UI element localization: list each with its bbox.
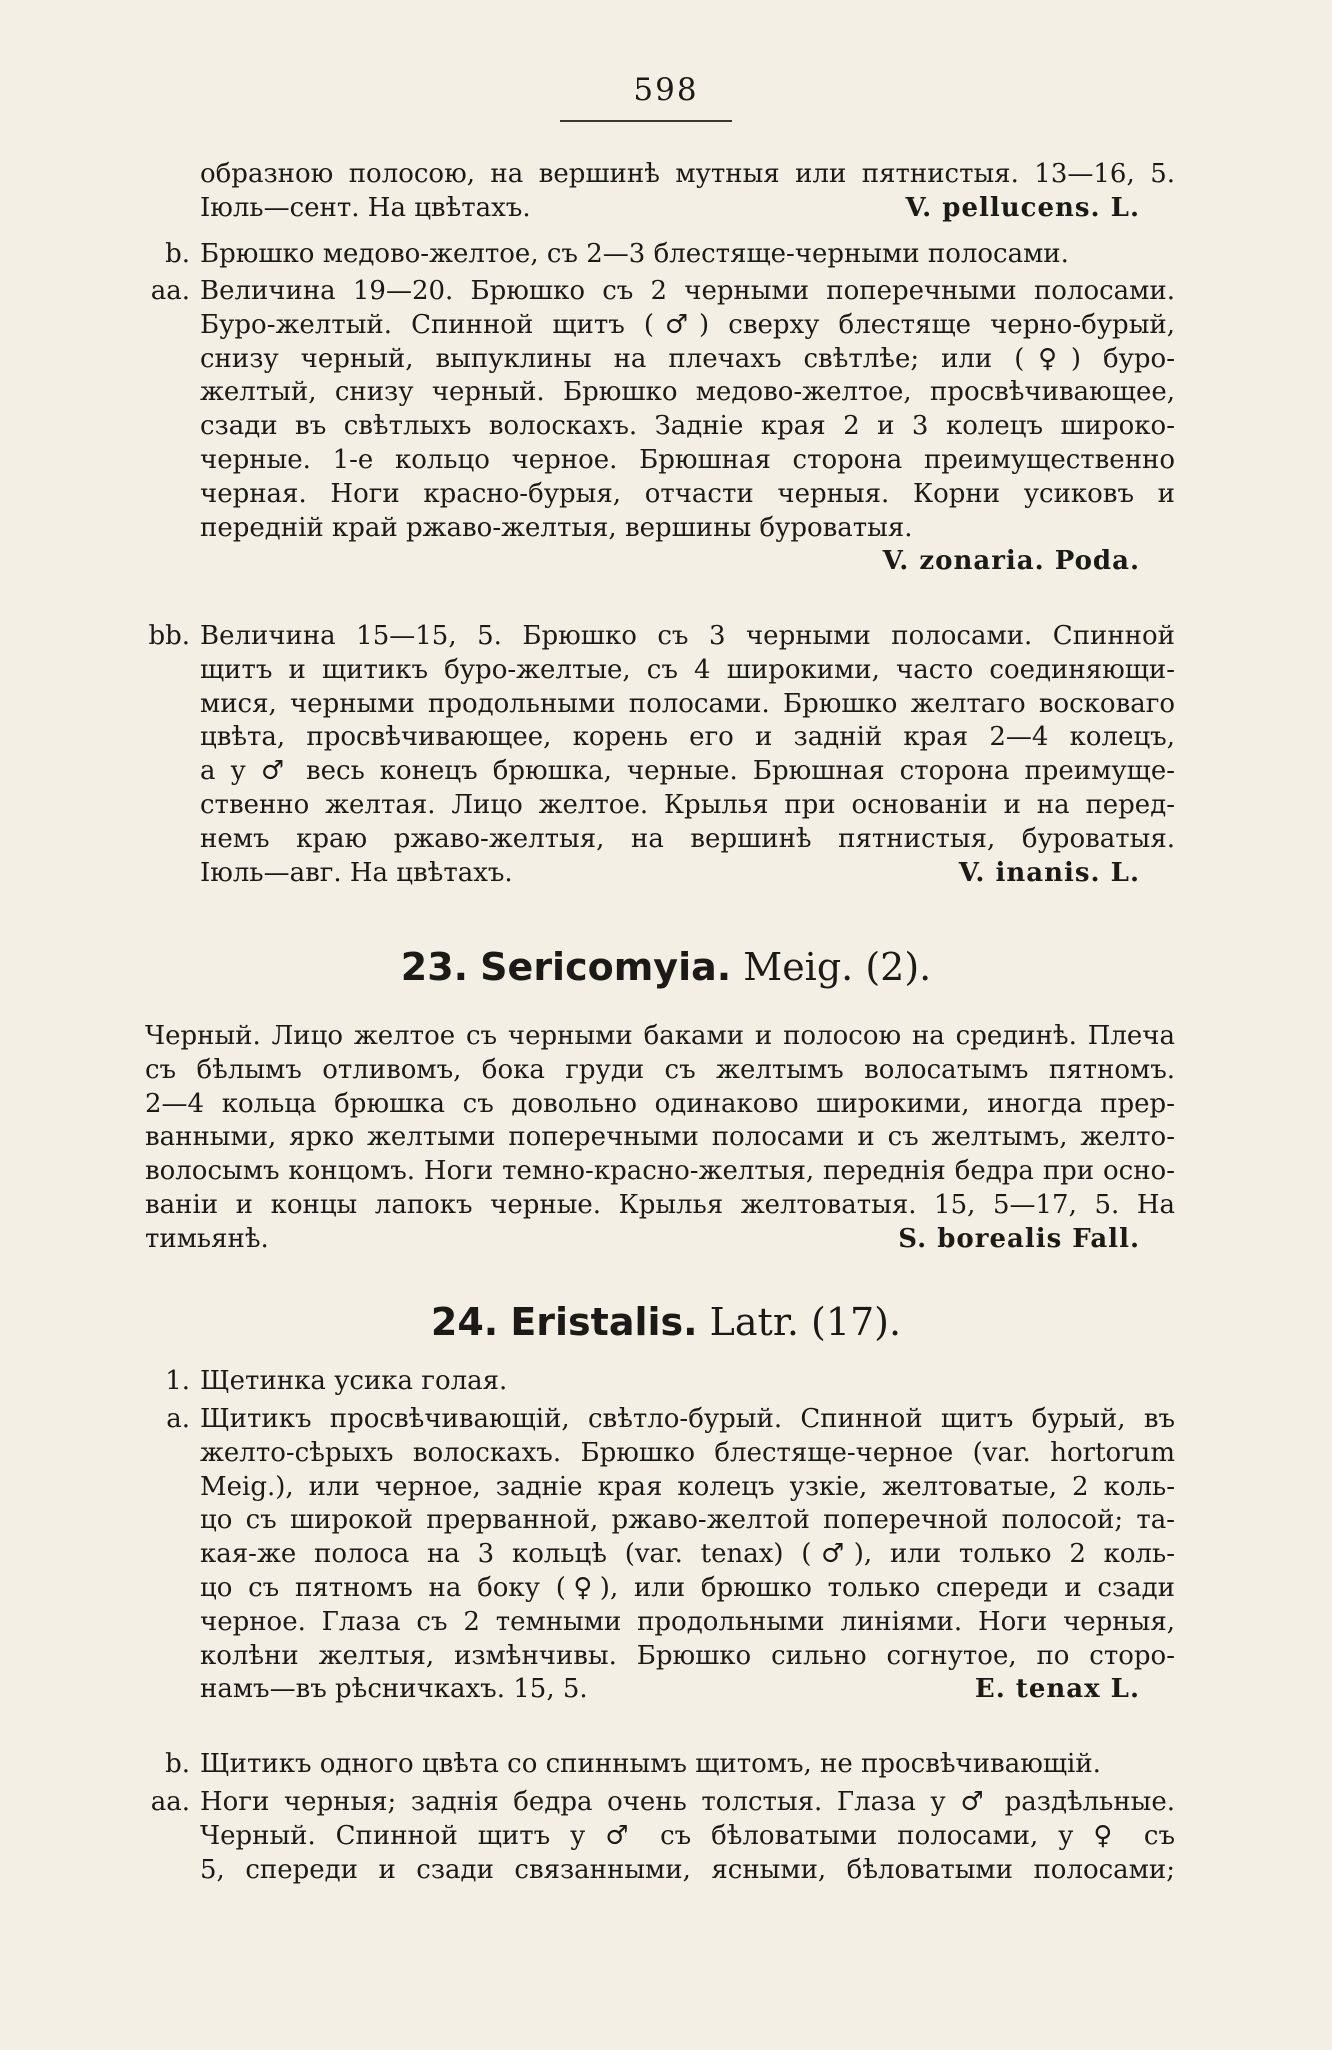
text-line	[200, 857, 1175, 891]
key-entry-b2	[200, 1748, 1175, 1782]
genus-author: Meig.	[743, 945, 854, 989]
species-name: S. borealis Fall.	[898, 1223, 1140, 1254]
text-line: цо съ широкой прерванной, ржаво-желтой поперечной полосой; та-	[200, 1505, 1175, 1536]
text-line: немъ краю ржаво-желтыя, на вершинѣ пятнистыя, буроватыя.	[200, 823, 1175, 854]
text-line: Щетинка усика голая.	[200, 1366, 508, 1396]
text-line: Meig.), или черное, задніе края колецъ узкіе, желтоватые, 2 коль-	[200, 1471, 1175, 1502]
key-entry-bb	[200, 620, 1175, 890]
key-label: a.	[166, 1404, 190, 1434]
genus-name: Eristalis.	[510, 1300, 698, 1344]
text-line: ственно желтая. Лицо желтое. Крылья при основаніи и на перед-	[200, 789, 1175, 820]
text-line: а у ♂ весь конецъ брюшка, черные. Брюшная сторона преимуще-	[200, 756, 1175, 787]
section-number: 23.	[400, 945, 469, 989]
text-line: 5, спереди и сзади связанными, ясными, бѣловатыми полосами;	[200, 1854, 1175, 1885]
text-line: желтый, снизу черный. Брюшко медово-желтое, просвѣчивающее,	[200, 377, 1175, 408]
text-line-content: Іюль—сент. На цвѣтахъ.	[200, 192, 531, 223]
key-label: aa.	[150, 1787, 190, 1817]
genus-name: Sericomyia.	[480, 945, 732, 989]
species-name: V. inanis. L.	[958, 857, 1140, 888]
text-line: съ бѣлымъ отливомъ, бока груди съ желтымъ волосатымъ пятномъ.	[145, 1054, 1175, 1085]
text-line: образною полосою, на вершинѣ мутныя или пятнистыя. 13—16, 5.	[200, 159, 1175, 189]
text-line: цо съ пятномъ на боку (♀), или брюшко только спереди и сзади	[200, 1572, 1175, 1603]
text-line: кая-же полоса на 3 кольцѣ (var. tenax) (♂), или только 2 коль-	[200, 1539, 1175, 1570]
text-line-content: Іюль—авг. На цвѣтахъ.	[200, 857, 513, 888]
text-line: Буро-желтый. Спинной щитъ (♂) сверху блестяще черно-бурый,	[200, 309, 1175, 340]
text-line: желто-сѣрыхъ волоскахъ. Брюшко блестяще-черное (var. hortorum	[200, 1437, 1175, 1468]
text-line: черные. 1-е кольцо черное. Брюшная сторона преимущественно	[200, 444, 1175, 475]
key-entry-1	[200, 1365, 1175, 1399]
text-line: Черный. Спинной щитъ у ♂ съ бѣловатыми полосами, у ♀ съ	[200, 1820, 1175, 1851]
text-line-content: тимьянѣ.	[145, 1223, 269, 1254]
text-line: Величина 15—15, 5. Брюшко съ 3 черными полосами. Спинной	[200, 621, 1175, 651]
text-line-content: намъ—въ рѣсничкахъ. 15, 5.	[200, 1674, 588, 1705]
text-line: снизу черный, выпуклины на плечахъ свѣтлѣе; или (♀) буро-	[200, 343, 1175, 374]
section-heading-24	[0, 1300, 1332, 1344]
text-line	[200, 1673, 1175, 1707]
text-line: щитъ и щитикъ буро-желтые, съ 4 широкими, часто соединяющи-	[200, 654, 1175, 685]
text-line: ванными, ярко желтыми поперечными полосами и съ желтымъ, желто-	[145, 1122, 1175, 1153]
text-line: Щитикъ просвѣчивающій, свѣтло-бурый. Спинной щитъ бурый, въ	[200, 1404, 1175, 1434]
section-heading-23	[0, 945, 1332, 989]
text-line: черное. Глаза съ 2 темными продольными линіями. Ноги черныя,	[200, 1606, 1175, 1637]
text-line: сзади въ свѣтлыхъ волоскахъ. Задніе края 2 и 3 колецъ широко-	[200, 411, 1175, 442]
key-label: b.	[165, 239, 190, 269]
text-line: Величина 19—20. Брюшко съ 2 черными поперечными полосами.	[200, 276, 1175, 306]
genus-author: Latr.	[709, 1300, 799, 1344]
text-line: колѣни желтыя, измѣнчивы. Брюшко сильно согнутое, по сторо-	[200, 1640, 1175, 1671]
text-line: Ноги черныя; заднія бедра очень толстыя. Глаза у ♂ раздѣльные.	[200, 1787, 1175, 1817]
key-entry-aa	[200, 275, 1175, 579]
species-line	[200, 545, 1175, 579]
text-line: Черный. Лицо желтое съ черными баками и полосою на срединѣ. Плеча	[145, 1021, 1175, 1051]
text-line: черная. Ноги красно-бурыя, отчасти черныя. Корни усиковъ и	[200, 478, 1175, 509]
text-line	[200, 192, 1175, 226]
species-name: E. tenax L.	[974, 1674, 1140, 1705]
species-name: V. zonaria. Poda.	[882, 546, 1140, 577]
key-label: bb.	[148, 621, 190, 651]
text-line: цвѣта, просвѣчивающее, корень его и задній края 2—4 колецъ,	[200, 722, 1175, 753]
species-count: (17).	[811, 1300, 902, 1344]
species-name: V. pellucens. L.	[905, 192, 1140, 223]
text-line: мися, черными продольными полосами. Брюшко желтаго восковаго	[200, 688, 1175, 719]
key-entry-b	[200, 238, 1175, 272]
page-number: 598	[633, 72, 699, 108]
text-line: Щитикъ одного цвѣта со спиннымъ щитомъ, не просвѣчивающій.	[200, 1749, 1101, 1779]
key-label: aa.	[150, 276, 190, 306]
species-count: (2).	[865, 945, 932, 989]
section-number: 24.	[430, 1300, 499, 1344]
header-rule	[560, 120, 732, 122]
text-line: передній край ржаво-желтыя, вершины буроватыя.	[200, 512, 913, 543]
continuation-paragraph	[200, 158, 1175, 226]
key-entry-a	[200, 1403, 1175, 1707]
key-entry-aa2	[200, 1786, 1175, 1887]
text-line: волосымъ концомъ. Ноги темно-красно-желтыя, переднія бедра при осно-	[145, 1156, 1175, 1187]
key-label: 1.	[165, 1366, 190, 1396]
text-line: ваніи и концы лапокъ черные. Крылья желтоватыя. 15, 5—17, 5. На	[145, 1189, 1175, 1220]
text-line: 2—4 кольца брюшка съ довольно одинаково широкими, иногда прер-	[145, 1088, 1175, 1119]
text-line	[145, 1223, 1175, 1257]
text-line: Брюшко медово-желтое, съ 2—3 блестяще-черными полосами.	[200, 239, 1069, 269]
genus-description-23	[145, 1020, 1175, 1257]
key-label: b.	[165, 1749, 190, 1779]
